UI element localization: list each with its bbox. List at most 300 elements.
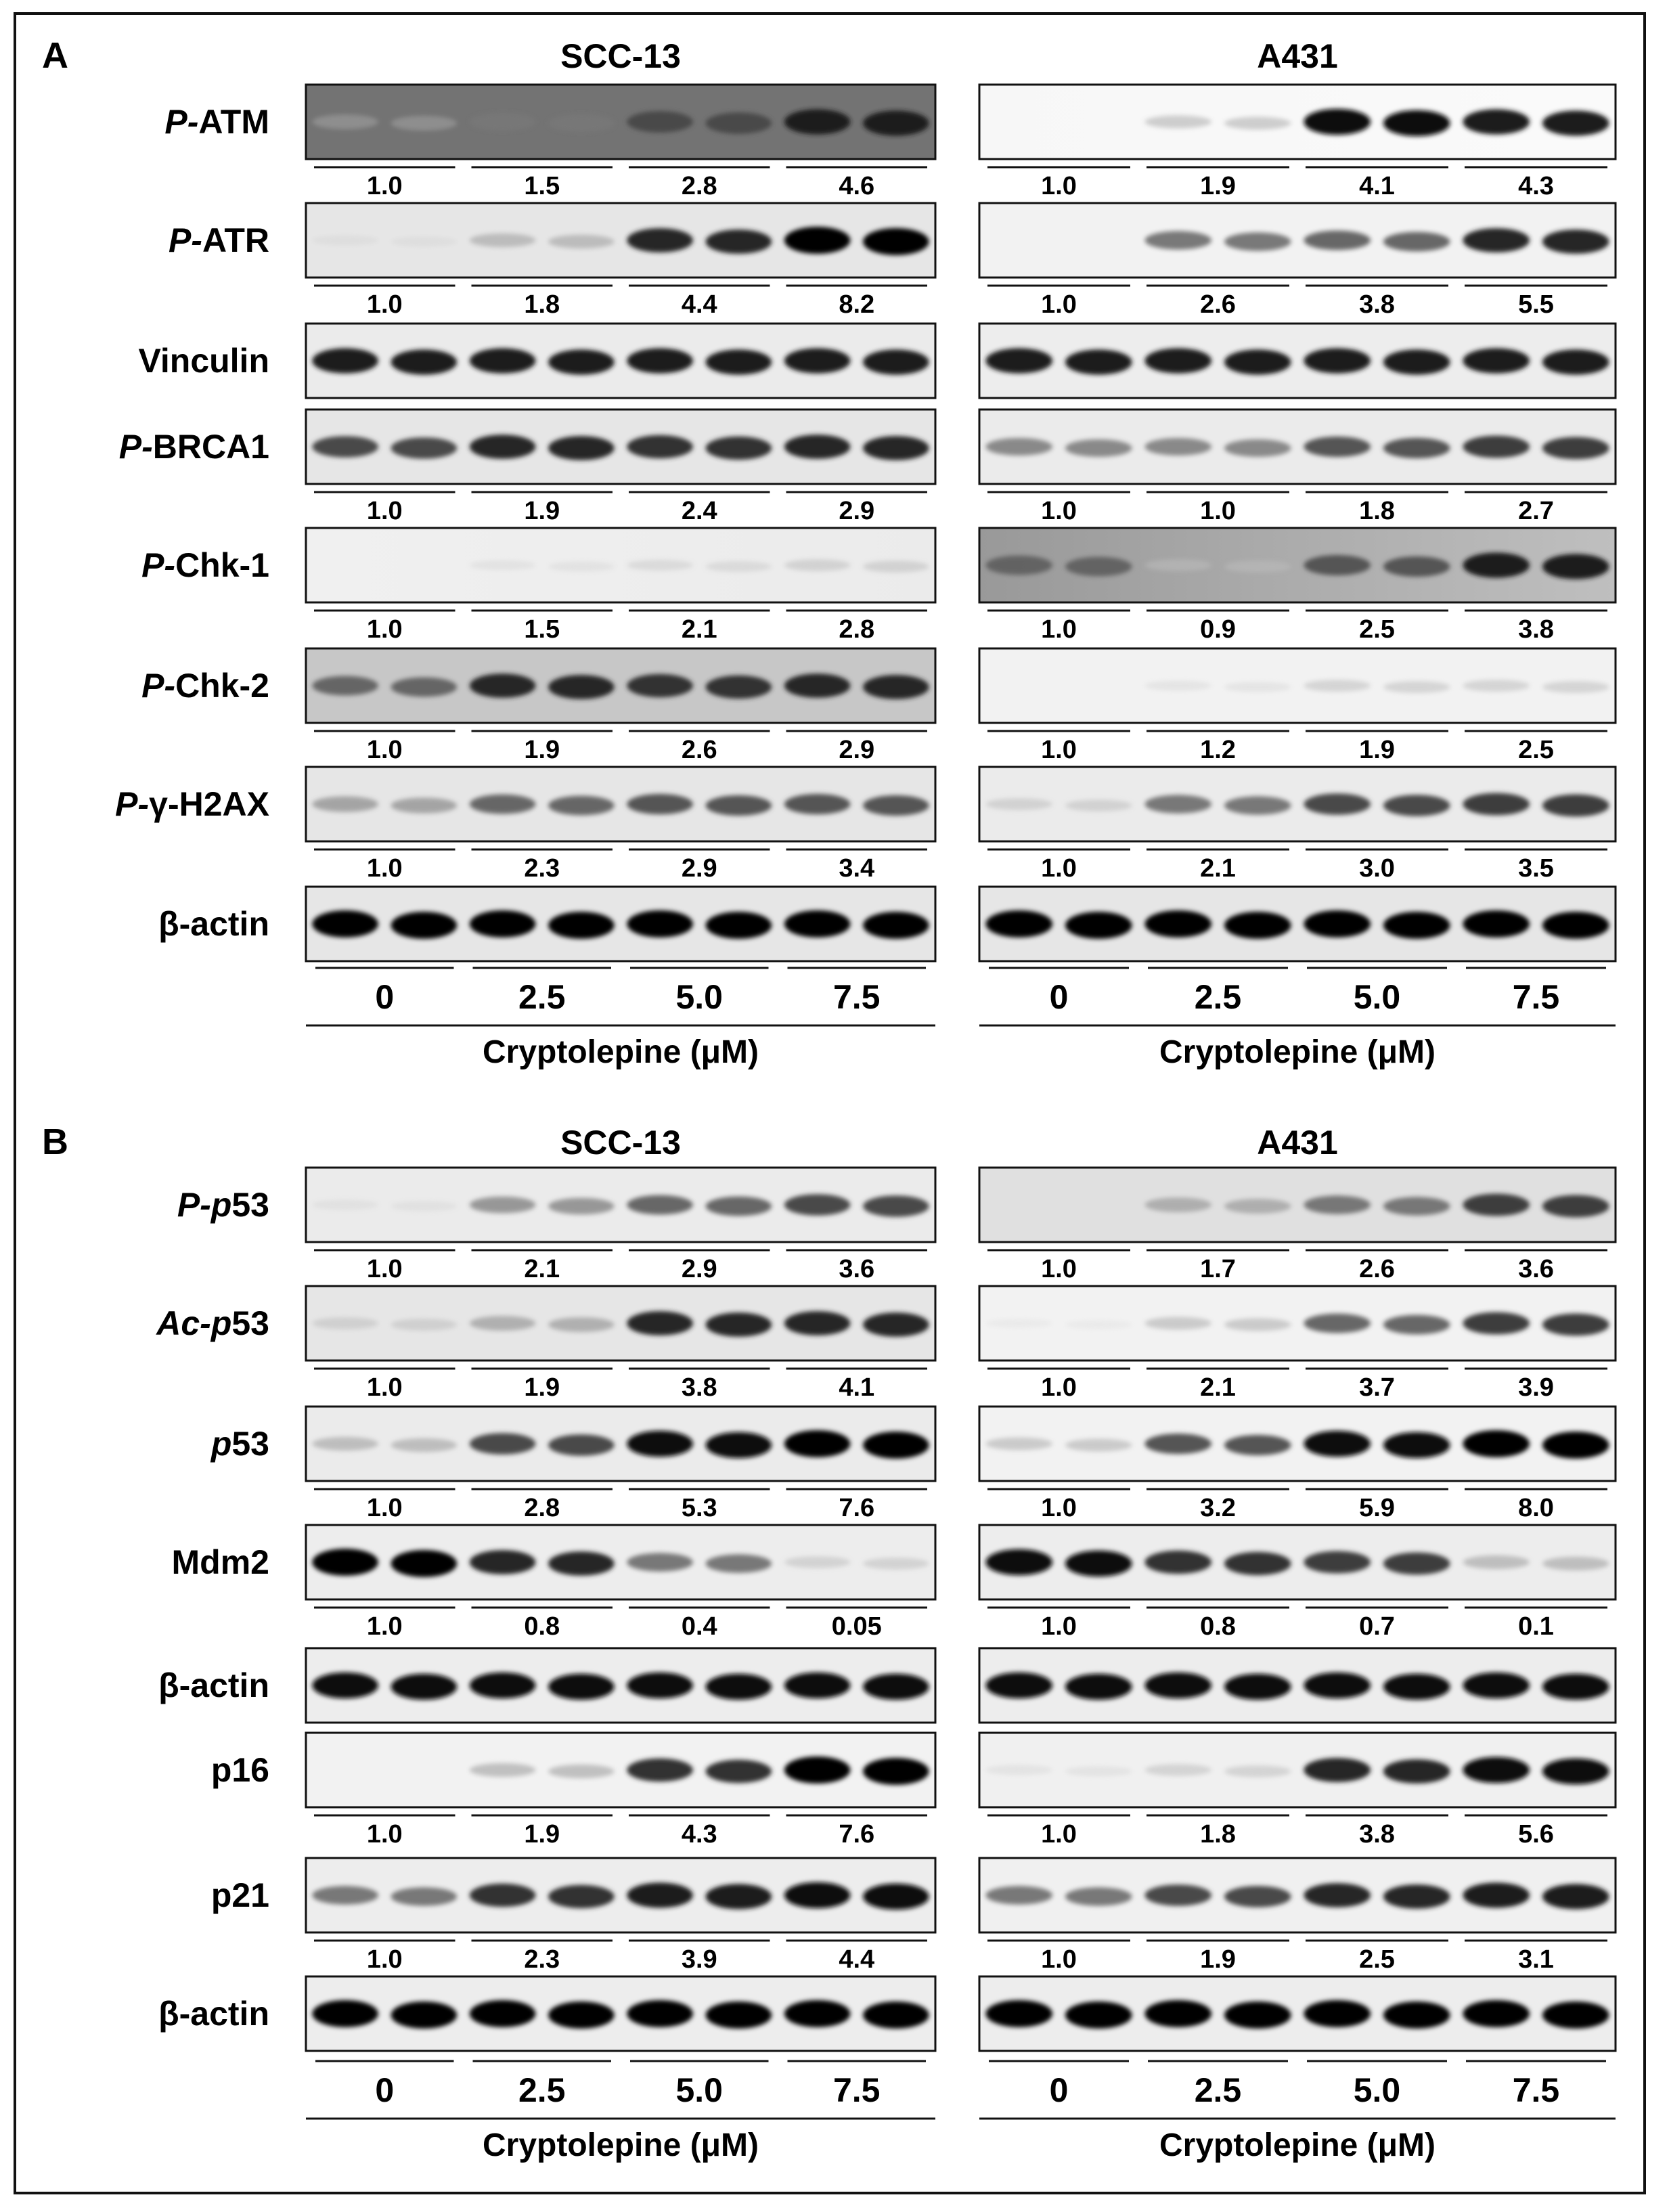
protein-band bbox=[706, 349, 772, 374]
densitometry-ratio: 1.0 bbox=[1041, 854, 1077, 883]
densitometry-ratio: 3.8 bbox=[1359, 1820, 1395, 1849]
protein-band bbox=[627, 910, 693, 937]
densitometry-ratio: 4.1 bbox=[839, 1373, 875, 1402]
protein-band bbox=[1224, 1319, 1291, 1331]
protein-band bbox=[470, 673, 536, 698]
dose-label: 7.5 bbox=[1512, 2071, 1560, 2109]
densitometry-ratio: 3.2 bbox=[1200, 1494, 1236, 1522]
protein-band bbox=[1065, 349, 1132, 374]
dose-axis-title: Cryptolepine (μM) bbox=[482, 2127, 759, 2163]
densitometry-ratio: 1.0 bbox=[366, 854, 403, 883]
blot-strip bbox=[979, 410, 1616, 492]
protein-band bbox=[391, 1887, 458, 1905]
blot-strip bbox=[979, 203, 1616, 286]
protein-band bbox=[863, 110, 929, 135]
densitometry-ratio: 2.8 bbox=[524, 1494, 560, 1522]
densitometry-ratio: 2.4 bbox=[681, 497, 717, 525]
protein-band bbox=[1304, 348, 1371, 373]
densitometry-ratio: 1.9 bbox=[524, 497, 560, 525]
protein-band bbox=[985, 1765, 1052, 1775]
densitometry-ratio: 2.5 bbox=[1359, 1945, 1395, 1974]
protein-band bbox=[1383, 1759, 1450, 1784]
protein-band bbox=[784, 1311, 851, 1335]
protein-band bbox=[470, 2000, 536, 2027]
protein-band bbox=[1542, 1674, 1609, 1700]
protein-band bbox=[706, 1760, 772, 1783]
protein-band bbox=[985, 348, 1052, 373]
blot-strip bbox=[979, 1407, 1616, 1489]
protein-band bbox=[863, 912, 929, 939]
protein-band bbox=[470, 348, 536, 373]
densitometry-ratio: 3.7 bbox=[1359, 1373, 1395, 1402]
densitometry-ratio: 2.5 bbox=[1359, 615, 1395, 644]
dose-label: 2.5 bbox=[1194, 978, 1242, 1016]
blot-row-label bbox=[177, 1186, 269, 1224]
densitometry-ratio: 0.8 bbox=[1200, 1612, 1236, 1641]
protein-band bbox=[706, 1554, 772, 1572]
protein-band bbox=[1224, 682, 1291, 692]
densitometry-ratio: 1.8 bbox=[1359, 497, 1395, 525]
protein-band bbox=[548, 562, 615, 572]
protein-band bbox=[391, 1674, 458, 1700]
protein-band bbox=[312, 236, 378, 246]
protein-band bbox=[1304, 437, 1371, 457]
blot-strip bbox=[306, 1648, 935, 1723]
protein-band bbox=[1065, 912, 1132, 939]
protein-band bbox=[863, 1674, 929, 1700]
protein-band bbox=[1304, 793, 1371, 815]
protein-band bbox=[863, 1557, 929, 1570]
densitometry-ratio: 3.9 bbox=[681, 1945, 717, 1974]
protein-band bbox=[548, 796, 615, 816]
protein-band bbox=[985, 556, 1052, 575]
protein-band bbox=[706, 112, 772, 134]
protein-band bbox=[863, 2001, 929, 2029]
blot-strip bbox=[979, 1733, 1616, 1815]
blot-strip bbox=[979, 528, 1616, 611]
row-label-protein: Mdm2 bbox=[171, 1543, 269, 1581]
blot-strip bbox=[306, 203, 935, 286]
blot-row-label bbox=[169, 221, 269, 259]
row-label-prefix: P- bbox=[118, 428, 153, 466]
dose-label: 0 bbox=[1049, 2071, 1069, 2109]
protein-band bbox=[1304, 1195, 1371, 1214]
protein-band bbox=[391, 678, 458, 697]
densitometry-ratio: 1.0 bbox=[366, 736, 403, 764]
densitometry-ratio: 0.9 bbox=[1200, 615, 1236, 644]
protein-band bbox=[1224, 2001, 1291, 2029]
densitometry-ratio: 4.3 bbox=[681, 1820, 717, 1849]
protein-band bbox=[312, 2000, 378, 2027]
densitometry-ratio: 3.8 bbox=[681, 1373, 717, 1402]
protein-band bbox=[1304, 1551, 1371, 1574]
densitometry-ratio: 4.6 bbox=[839, 172, 875, 200]
protein-band bbox=[627, 111, 693, 133]
protein-band bbox=[391, 797, 458, 813]
protein-band bbox=[863, 795, 929, 816]
densitometry-ratio: 4.3 bbox=[1518, 172, 1554, 200]
protein-band bbox=[1065, 1439, 1132, 1452]
blot-row-label bbox=[138, 342, 269, 380]
dose-label: 5.0 bbox=[675, 2071, 724, 2109]
row-label-protein: 53 bbox=[231, 1186, 269, 1224]
row-label-protein: p16 bbox=[210, 1751, 269, 1789]
densitometry-ratio: 3.0 bbox=[1359, 854, 1395, 883]
densitometry-ratio: 4.4 bbox=[839, 1945, 875, 1974]
densitometry-ratio: 1.9 bbox=[1200, 1945, 1236, 1974]
protein-band bbox=[706, 912, 772, 939]
protein-band bbox=[784, 2000, 851, 2027]
blot-row-label bbox=[164, 103, 269, 141]
protein-band bbox=[312, 1549, 378, 1576]
protein-band bbox=[706, 437, 772, 460]
protein-band bbox=[1065, 799, 1132, 812]
blot-strip bbox=[979, 648, 1616, 731]
protein-band bbox=[1224, 439, 1291, 457]
dose-label: 7.5 bbox=[832, 978, 881, 1016]
protein-band bbox=[1463, 1757, 1530, 1784]
protein-band bbox=[470, 1673, 536, 1699]
protein-band bbox=[312, 796, 378, 812]
protein-band bbox=[391, 437, 458, 459]
protein-band bbox=[985, 1673, 1052, 1699]
densitometry-ratio: 1.0 bbox=[1041, 1945, 1077, 1974]
protein-band bbox=[1065, 439, 1132, 457]
blot-strip bbox=[979, 1168, 1616, 1250]
protein-band bbox=[470, 1763, 536, 1777]
protein-band bbox=[1463, 1882, 1530, 1907]
protein-band bbox=[627, 1553, 693, 1571]
protein-band bbox=[391, 1201, 458, 1212]
protein-band bbox=[1304, 109, 1371, 135]
protein-band bbox=[706, 2001, 772, 2029]
dose-label: 0 bbox=[375, 978, 395, 1016]
protein-band bbox=[1463, 1430, 1530, 1457]
row-label-protein: p21 bbox=[210, 1876, 269, 1914]
densitometry-ratio: 1.0 bbox=[1041, 1255, 1077, 1283]
protein-band bbox=[1144, 116, 1211, 129]
protein-band bbox=[1383, 795, 1450, 816]
blot-row-label bbox=[119, 428, 269, 466]
protein-band bbox=[627, 2000, 693, 2027]
protein-band bbox=[548, 436, 615, 460]
protein-band bbox=[1144, 795, 1211, 813]
protein-band bbox=[1542, 2001, 1609, 2029]
densitometry-ratio: 2.8 bbox=[839, 615, 875, 644]
protein-band bbox=[1463, 1312, 1530, 1335]
protein-band bbox=[706, 1674, 772, 1700]
densitometry-ratio: 3.4 bbox=[839, 854, 875, 883]
protein-band bbox=[1304, 1431, 1371, 1457]
protein-band bbox=[784, 1756, 851, 1784]
protein-band bbox=[706, 795, 772, 816]
protein-band bbox=[391, 1550, 458, 1577]
blot-strip bbox=[306, 1168, 935, 1250]
protein-band bbox=[391, 912, 458, 939]
densitometry-ratio: 1.9 bbox=[1200, 172, 1236, 200]
protein-band bbox=[470, 234, 536, 247]
protein-band bbox=[784, 435, 851, 459]
densitometry-ratio: 2.1 bbox=[681, 615, 717, 644]
protein-band bbox=[1463, 348, 1530, 373]
protein-band bbox=[1224, 232, 1291, 250]
protein-band bbox=[1144, 2000, 1211, 2027]
protein-band bbox=[312, 1673, 378, 1699]
densitometry-ratio: 8.0 bbox=[1518, 1494, 1554, 1522]
blot-row-label bbox=[211, 1876, 269, 1914]
densitometry-ratio: 1.0 bbox=[366, 1494, 403, 1522]
densitometry-ratio: 3.5 bbox=[1518, 854, 1554, 883]
protein-band bbox=[985, 1319, 1052, 1327]
densitometry-ratio: 1.7 bbox=[1200, 1255, 1236, 1283]
densitometry-ratio: 3.8 bbox=[1359, 290, 1395, 319]
row-label-protein: 53 bbox=[231, 1425, 269, 1463]
protein-band bbox=[548, 1317, 615, 1332]
densitometry-ratio: 1.0 bbox=[1041, 736, 1077, 764]
blot-strip bbox=[979, 1858, 1616, 1941]
protein-band bbox=[1304, 2000, 1371, 2027]
cell-line-title: A431 bbox=[1257, 1124, 1338, 1162]
blot-row-label bbox=[155, 1304, 269, 1342]
protein-band bbox=[548, 349, 615, 374]
densitometry-ratio: 2.1 bbox=[524, 1255, 560, 1283]
densitometry-ratio: 2.1 bbox=[1200, 854, 1236, 883]
protein-band bbox=[863, 349, 929, 374]
protein-band bbox=[1144, 348, 1211, 373]
densitometry-ratio: 1.5 bbox=[524, 172, 560, 200]
row-label-protein: BRCA1 bbox=[152, 428, 269, 466]
protein-band bbox=[548, 675, 615, 699]
row-label-prefix: P- bbox=[141, 546, 176, 584]
protein-band bbox=[706, 1432, 772, 1459]
row-label-prefix: P- bbox=[168, 221, 202, 259]
dose-label: 0 bbox=[1049, 978, 1069, 1016]
protein-band bbox=[1144, 231, 1211, 249]
protein-band bbox=[1463, 793, 1530, 816]
protein-band bbox=[863, 560, 929, 573]
panel-letter-A: A bbox=[42, 35, 68, 76]
row-label-prefix: P- bbox=[115, 785, 150, 823]
row-label-protein: Chk-2 bbox=[175, 667, 269, 705]
densitometry-ratio: 5.9 bbox=[1359, 1494, 1395, 1522]
protein-band bbox=[1463, 1673, 1530, 1699]
protein-band bbox=[312, 1886, 378, 1904]
row-label-protein: ATR bbox=[202, 221, 269, 259]
protein-band bbox=[1463, 436, 1530, 458]
densitometry-ratio: 1.0 bbox=[366, 1373, 403, 1402]
protein-band bbox=[548, 1885, 615, 1908]
protein-band bbox=[784, 348, 851, 373]
protein-band bbox=[391, 349, 458, 374]
densitometry-ratio: 0.7 bbox=[1359, 1612, 1395, 1641]
protein-band bbox=[1304, 555, 1371, 575]
protein-band bbox=[627, 674, 693, 697]
protein-band bbox=[312, 1317, 378, 1329]
row-label-protein: γ-H2AX bbox=[149, 785, 269, 823]
dose-axis-title: Cryptolepine (μM) bbox=[1159, 2127, 1436, 2163]
protein-band bbox=[312, 436, 378, 458]
protein-band bbox=[1383, 1432, 1450, 1459]
protein-band bbox=[1304, 1883, 1371, 1907]
row-label-prefix: P- bbox=[141, 667, 176, 705]
protein-band bbox=[1542, 912, 1609, 939]
protein-band bbox=[627, 435, 693, 458]
densitometry-ratio: 1.0 bbox=[366, 290, 403, 319]
protein-band bbox=[1383, 1553, 1450, 1575]
densitometry-ratio: 4.1 bbox=[1359, 172, 1395, 200]
densitometry-ratio: 3.1 bbox=[1518, 1945, 1554, 1974]
densitometry-ratio: 1.0 bbox=[1041, 1820, 1077, 1849]
blot-row-label bbox=[210, 1425, 269, 1463]
protein-band bbox=[1224, 796, 1291, 814]
protein-band bbox=[1144, 438, 1211, 456]
protein-band bbox=[391, 116, 458, 131]
densitometry-ratio: 0.8 bbox=[524, 1612, 560, 1641]
protein-band bbox=[1542, 1432, 1609, 1459]
densitometry-ratio: 1.0 bbox=[366, 1945, 403, 1974]
protein-band bbox=[312, 348, 378, 373]
protein-band bbox=[548, 1434, 615, 1456]
densitometry-ratio: 0.05 bbox=[831, 1612, 882, 1641]
densitometry-ratio: 5.3 bbox=[681, 1494, 717, 1522]
protein-band bbox=[1224, 1552, 1291, 1575]
protein-band bbox=[1383, 349, 1450, 374]
densitometry-ratio: 3.9 bbox=[1518, 1373, 1554, 1402]
row-label-protein: β-actin bbox=[158, 1995, 269, 2033]
blot-strip bbox=[306, 887, 935, 961]
protein-band bbox=[312, 114, 378, 129]
protein-band bbox=[1144, 1197, 1211, 1212]
densitometry-ratio: 8.2 bbox=[839, 290, 875, 319]
blot-strip bbox=[306, 1733, 935, 1815]
densitometry-ratio: 1.0 bbox=[366, 1612, 403, 1641]
protein-band bbox=[1542, 554, 1609, 579]
blot-strip bbox=[306, 767, 935, 849]
protein-band bbox=[470, 113, 536, 131]
protein-band bbox=[784, 1194, 851, 1216]
protein-band bbox=[470, 1433, 536, 1455]
protein-band bbox=[1224, 1765, 1291, 1777]
cell-line-title: SCC-13 bbox=[560, 37, 681, 75]
protein-band bbox=[470, 795, 536, 814]
protein-band bbox=[784, 794, 851, 814]
protein-band bbox=[470, 1197, 536, 1214]
densitometry-ratio: 1.0 bbox=[366, 1255, 403, 1283]
protein-band bbox=[1144, 1551, 1211, 1574]
protein-band bbox=[1383, 2001, 1450, 2029]
protein-band bbox=[784, 673, 851, 698]
blot-strip bbox=[306, 1525, 935, 1608]
protein-band bbox=[863, 228, 929, 255]
densitometry-ratio: 2.6 bbox=[1200, 290, 1236, 319]
panel-letter-B: B bbox=[42, 1122, 68, 1162]
densitometry-ratio: 7.6 bbox=[839, 1494, 875, 1522]
blot-strip bbox=[979, 85, 1616, 167]
dose-label: 7.5 bbox=[1512, 978, 1560, 1016]
blot-row-label bbox=[158, 1666, 269, 1704]
densitometry-ratio: 1.0 bbox=[366, 615, 403, 644]
densitometry-ratio: 1.5 bbox=[524, 615, 560, 644]
protein-band bbox=[1144, 1884, 1211, 1906]
protein-band bbox=[1224, 117, 1291, 130]
densitometry-ratio: 1.9 bbox=[1359, 736, 1395, 764]
protein-band bbox=[1304, 910, 1371, 937]
protein-band bbox=[1144, 559, 1211, 571]
protein-band bbox=[627, 228, 693, 252]
dose-label: 5.0 bbox=[1353, 2071, 1401, 2109]
protein-band bbox=[1383, 1315, 1450, 1335]
protein-band bbox=[784, 1882, 851, 1909]
protein-band bbox=[1542, 1195, 1609, 1218]
protein-band bbox=[784, 1673, 851, 1699]
densitometry-ratio: 7.6 bbox=[839, 1820, 875, 1849]
densitometry-ratio: 1.9 bbox=[524, 1373, 560, 1402]
protein-band bbox=[706, 676, 772, 699]
row-label-protein: ATM bbox=[198, 103, 269, 141]
blot-strip bbox=[979, 1286, 1616, 1369]
blot-strip bbox=[306, 648, 935, 731]
protein-band bbox=[1144, 910, 1211, 937]
protein-band bbox=[627, 1311, 693, 1335]
densitometry-ratio: 1.0 bbox=[1041, 497, 1077, 525]
protein-band bbox=[548, 1198, 615, 1215]
blot-strip bbox=[979, 1648, 1616, 1723]
densitometry-ratio: 2.8 bbox=[681, 172, 717, 200]
densitometry-ratio: 2.9 bbox=[839, 736, 875, 764]
protein-band bbox=[706, 1884, 772, 1909]
protein-band bbox=[1065, 557, 1132, 577]
densitometry-ratio: 1.2 bbox=[1200, 736, 1236, 764]
row-label-protein: 53 bbox=[231, 1304, 269, 1342]
dose-label: 5.0 bbox=[1353, 978, 1401, 1016]
row-label-protein: β-actin bbox=[158, 905, 269, 943]
row-label-protein: β-actin bbox=[158, 1666, 269, 1704]
row-label-prefix: P-p bbox=[177, 1186, 232, 1224]
protein-band bbox=[1463, 1555, 1530, 1569]
densitometry-ratio: 1.0 bbox=[1041, 172, 1077, 200]
protein-band bbox=[1224, 912, 1291, 939]
densitometry-ratio: 1.0 bbox=[366, 497, 403, 525]
protein-band bbox=[470, 1550, 536, 1574]
cell-line-title: A431 bbox=[1257, 37, 1338, 75]
protein-band bbox=[548, 1765, 615, 1778]
protein-band bbox=[1383, 912, 1450, 939]
protein-band bbox=[312, 910, 378, 937]
protein-band bbox=[863, 1758, 929, 1785]
blot-strip bbox=[306, 85, 935, 167]
protein-band bbox=[627, 560, 693, 571]
protein-band bbox=[1383, 681, 1450, 693]
blot-row-label bbox=[141, 546, 269, 584]
protein-band bbox=[1065, 1767, 1132, 1777]
protein-band bbox=[548, 912, 615, 939]
dose-label: 2.5 bbox=[518, 2071, 566, 2109]
protein-band bbox=[784, 109, 851, 134]
protein-band bbox=[391, 1319, 458, 1331]
protein-band bbox=[1463, 680, 1530, 692]
row-label-prefix: P- bbox=[164, 103, 199, 141]
protein-band bbox=[1383, 1197, 1450, 1215]
protein-band bbox=[863, 436, 929, 460]
protein-band bbox=[548, 1551, 615, 1576]
blot-row-label bbox=[141, 667, 269, 705]
protein-band bbox=[1144, 681, 1211, 691]
protein-band bbox=[784, 1430, 851, 1457]
densitometry-ratio: 0.1 bbox=[1518, 1612, 1554, 1641]
densitometry-ratio: 2.3 bbox=[524, 1945, 560, 1974]
protein-band bbox=[627, 1882, 693, 1907]
protein-band bbox=[1304, 1673, 1371, 1699]
